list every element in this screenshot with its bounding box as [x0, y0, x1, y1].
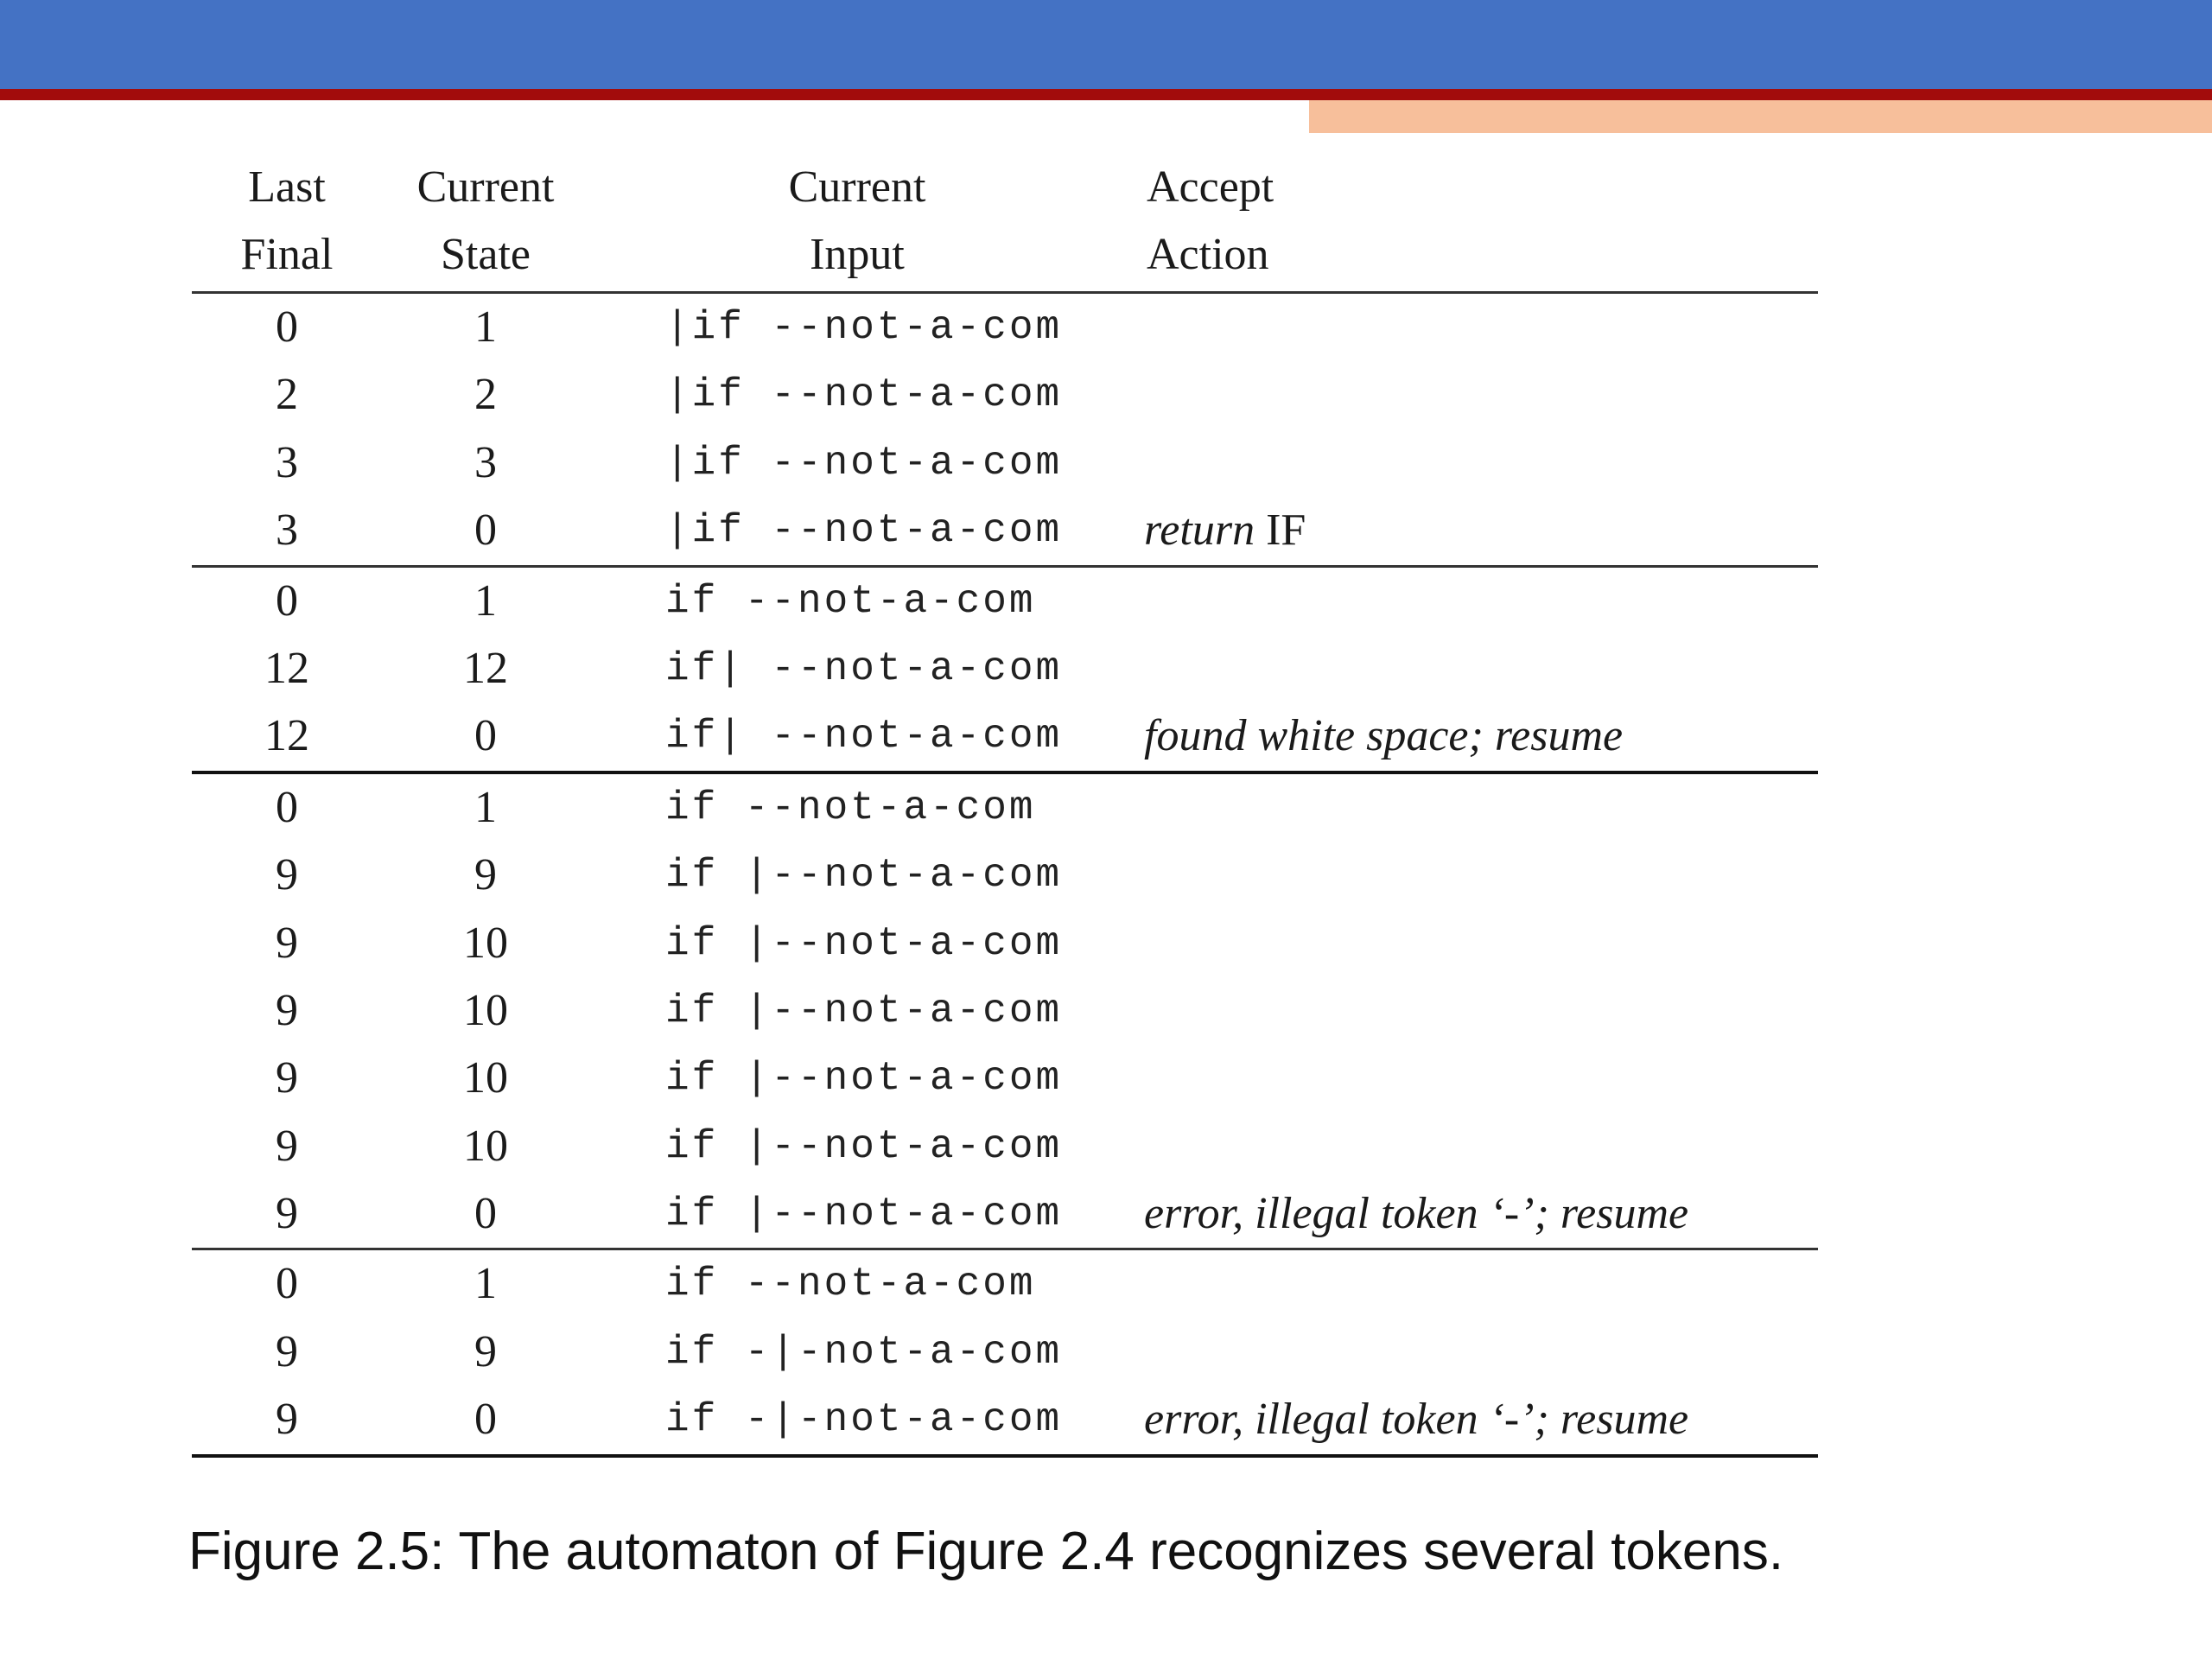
table-row	[192, 1113, 1818, 1180]
cell-current-state: 9	[474, 1326, 497, 1376]
cell-current-input: |if --not-a-com	[665, 305, 1063, 350]
table-row	[192, 1319, 1818, 1386]
cell-current-input: if --not-a-com	[665, 1262, 1036, 1307]
table-row	[192, 702, 1818, 770]
table-row	[192, 774, 1818, 842]
cell-current-state: 12	[463, 643, 508, 693]
action-keyword: return	[1144, 505, 1255, 556]
cell-last-final: 9	[276, 1121, 298, 1171]
slide-header-bar	[0, 0, 2212, 89]
header-current-input: Current Input	[788, 162, 926, 279]
cell-last-final: 9	[276, 1395, 298, 1445]
cell-current-input: if --not-a-com	[665, 578, 1036, 624]
cell-current-input: if -|-not-a-com	[665, 1329, 1063, 1375]
cell-current-input: if |--not-a-com	[665, 853, 1063, 899]
table-header	[192, 154, 1818, 291]
table-row	[192, 294, 1818, 361]
cell-current-state: 1	[474, 782, 497, 832]
cell-last-final: 12	[264, 711, 309, 761]
slide-accent-stripe	[0, 89, 2212, 100]
action-token: IF	[1255, 505, 1306, 556]
table-row	[192, 1386, 1818, 1453]
cell-last-final: 0	[276, 575, 298, 626]
cell-last-final: 0	[276, 302, 298, 352]
cell-last-final: 2	[276, 370, 298, 420]
cell-current-input: if| --not-a-com	[665, 714, 1063, 760]
cell-current-state: 0	[474, 505, 497, 556]
header-current-state: Current State	[416, 162, 555, 279]
cell-last-final: 3	[276, 437, 298, 487]
cell-last-final: 9	[276, 1326, 298, 1376]
cell-current-input: |if --not-a-com	[665, 440, 1063, 486]
table-row	[192, 429, 1818, 497]
table-row	[192, 910, 1818, 977]
cell-current-state: 0	[474, 1395, 497, 1445]
cell-current-input: if --not-a-com	[665, 785, 1036, 830]
table-row	[192, 497, 1818, 564]
table-rule	[192, 1454, 1818, 1458]
table-row	[192, 1045, 1818, 1112]
table-row	[192, 635, 1818, 702]
cell-current-state: 0	[474, 711, 497, 761]
cell-last-final: 9	[276, 985, 298, 1035]
cell-current-input: if |--not-a-com	[665, 1056, 1063, 1102]
automaton-trace-table	[192, 154, 1818, 1458]
cell-current-state: 1	[474, 1259, 497, 1309]
cell-current-state: 1	[474, 302, 497, 352]
cell-current-input: |if --not-a-com	[665, 372, 1063, 418]
cell-accept-action: error, illegal token ‘-’; resume	[1144, 1395, 1689, 1445]
cell-current-state: 9	[474, 850, 497, 900]
cell-current-input: if |--not-a-com	[665, 1192, 1063, 1237]
table-row	[192, 977, 1818, 1045]
table-body	[192, 294, 1818, 1458]
cell-current-input: if |--not-a-com	[665, 988, 1063, 1033]
cell-last-final: 9	[276, 850, 298, 900]
cell-current-state: 0	[474, 1189, 497, 1239]
cell-last-final: 0	[276, 782, 298, 832]
header-last-final: Last Final	[240, 162, 334, 279]
cell-last-final: 0	[276, 1259, 298, 1309]
cell-current-input: if| --not-a-com	[665, 645, 1063, 691]
cell-current-input: if |--not-a-com	[665, 1123, 1063, 1169]
cell-current-state: 1	[474, 575, 497, 626]
header-accept-action: Accept Action	[1147, 162, 1274, 279]
cell-current-state: 10	[463, 1053, 508, 1103]
cell-last-final: 12	[264, 643, 309, 693]
cell-current-state: 2	[474, 370, 497, 420]
cell-last-final: 9	[276, 1053, 298, 1103]
table-row	[192, 1250, 1818, 1318]
cell-last-final: 9	[276, 918, 298, 968]
cell-current-input: |if --not-a-com	[665, 508, 1063, 554]
cell-current-state: 3	[474, 437, 497, 487]
cell-current-input: if -|-not-a-com	[665, 1397, 1063, 1443]
cell-current-state: 10	[463, 985, 508, 1035]
slide-accent-band	[1309, 100, 2212, 133]
cell-last-final: 3	[276, 505, 298, 556]
table-row	[192, 1180, 1818, 1248]
figure-caption: Figure 2.5: The automaton of Figure 2.4 recognizes several tokens.	[188, 1522, 1784, 1581]
cell-accept-action: error, illegal token ‘-’; resume	[1144, 1189, 1689, 1239]
cell-current-state: 10	[463, 918, 508, 968]
cell-current-state: 10	[463, 1121, 508, 1171]
table-row	[192, 568, 1818, 635]
cell-accept-action: found white space; resume	[1144, 711, 1624, 761]
table-row	[192, 842, 1818, 909]
cell-accept-action	[1144, 497, 1306, 564]
cell-last-final: 9	[276, 1189, 298, 1239]
table-row	[192, 361, 1818, 429]
cell-current-input: if |--not-a-com	[665, 920, 1063, 966]
